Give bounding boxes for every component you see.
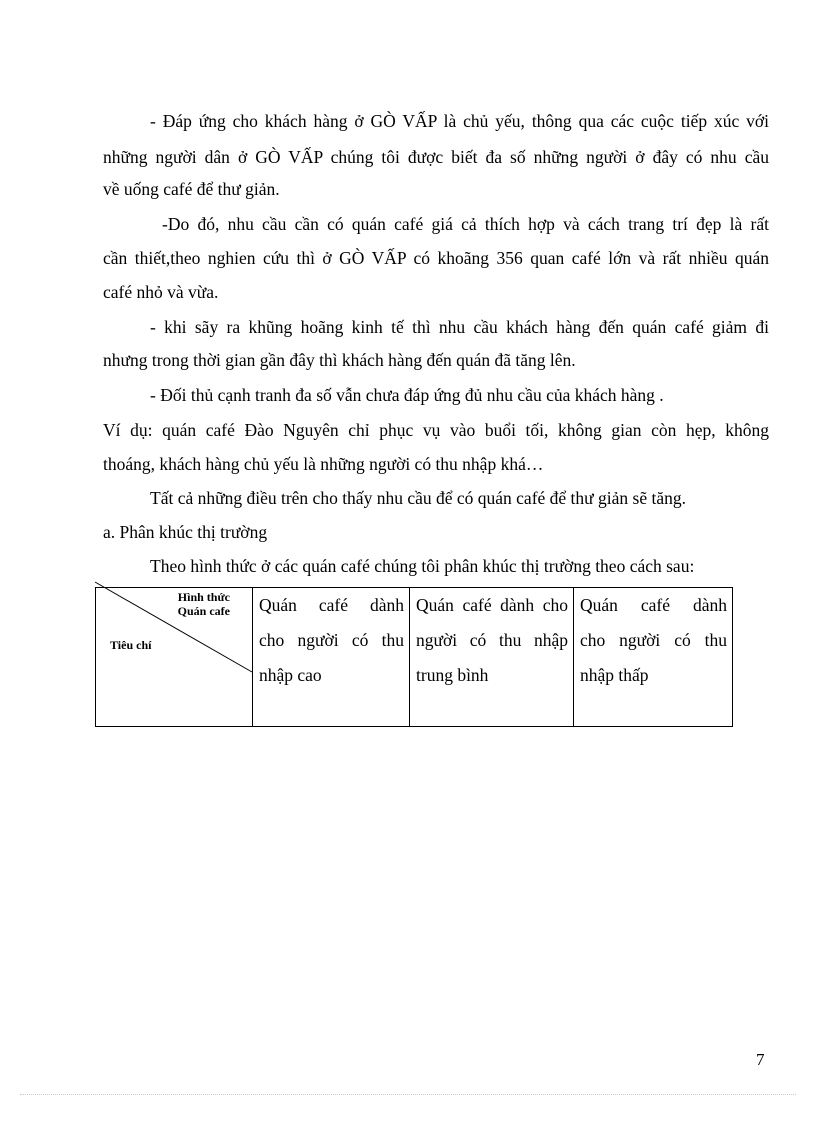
paragraph-1-line-2: những người dân ở GÒ VẤP chúng tôi được biết đa số những người ở đây có nhu cầu bbox=[103, 147, 769, 167]
footer-divider bbox=[20, 1094, 796, 1095]
paragraph-3-line-1: - khi sãy ra khũng hoãng kinh tế thì nhu cầu khách hàng đến quán café giảm đi bbox=[150, 317, 769, 337]
paragraph-2-line-2: cần thiết,theo nghien cứu thì ở GÒ VẤP có khoãng 356 quan café lớn và rất nhiều quán bbox=[103, 248, 769, 268]
paragraph-3-line-2: nhưng trong thời gian gần đây thì khách hàng đến quán đã tăng lên. bbox=[103, 350, 576, 370]
col3-line-2: cho người có thu bbox=[580, 630, 727, 650]
header-bottom-label: Tiêu chí bbox=[110, 638, 152, 652]
col3-line-1: Quán café dành bbox=[580, 595, 727, 615]
col1-line-1: Quán café dành bbox=[259, 595, 404, 615]
column-low-income bbox=[574, 588, 733, 727]
section-heading-a: a. Phân khúc thị trường bbox=[103, 522, 268, 542]
header-top-label bbox=[178, 590, 230, 618]
col2-line-3: trung bình bbox=[416, 665, 489, 685]
paragraph-2-line-3: café nhỏ và vừa. bbox=[103, 282, 219, 302]
col2-line-2: người có thu nhập bbox=[416, 630, 568, 650]
header-diagonal-cell bbox=[96, 588, 253, 727]
header-top-label-1: Hình thức bbox=[177, 590, 230, 604]
paragraph-5-line-2: thoáng, khách hàng chủ yếu là những người có thu nhập khá… bbox=[103, 454, 544, 474]
col3-line-3: nhập thấp bbox=[580, 665, 649, 685]
paragraph-2-line-1: -Do đó, nhu cầu cần có quán café giá cả thích hợp và cách trang trí đẹp là rất bbox=[162, 214, 769, 234]
paragraph-5-line-1: Ví dụ: quán café Đào Nguyên chỉ phục vụ vào buổi tối, không gian còn hẹp, không bbox=[103, 420, 769, 440]
page-number: 7 bbox=[756, 1050, 765, 1069]
col1-line-3: nhập cao bbox=[259, 665, 322, 685]
paragraph-7-line-1: Theo hình thức ở các quán café chúng tôi phân khúc thị trường theo cách sau: bbox=[150, 556, 695, 576]
col1-line-2: cho người có thu bbox=[259, 630, 404, 650]
column-high-income bbox=[253, 588, 410, 727]
col2-line-1: Quán café dành cho bbox=[416, 595, 568, 615]
paragraph-1-line-3: về uống café để thư giản. bbox=[103, 179, 280, 199]
column-middle-income bbox=[410, 588, 574, 727]
paragraph-4-line-1: - Đối thủ cạnh tranh đa số vẫn chưa đáp ứng đủ nhu cầu của khách hàng . bbox=[150, 385, 664, 405]
paragraph-6-line-1: Tất cả những điều trên cho thấy nhu cầu để có quán café để thư giản sẽ tăng. bbox=[150, 488, 686, 508]
segmentation-table bbox=[95, 587, 733, 727]
header-top-label-2: Quán cafe bbox=[177, 604, 230, 618]
paragraph-1-line-1: - Đáp ứng cho khách hàng ở GÒ VẤP là chủ yếu, thông qua các cuộc tiếp xúc với bbox=[150, 111, 769, 131]
